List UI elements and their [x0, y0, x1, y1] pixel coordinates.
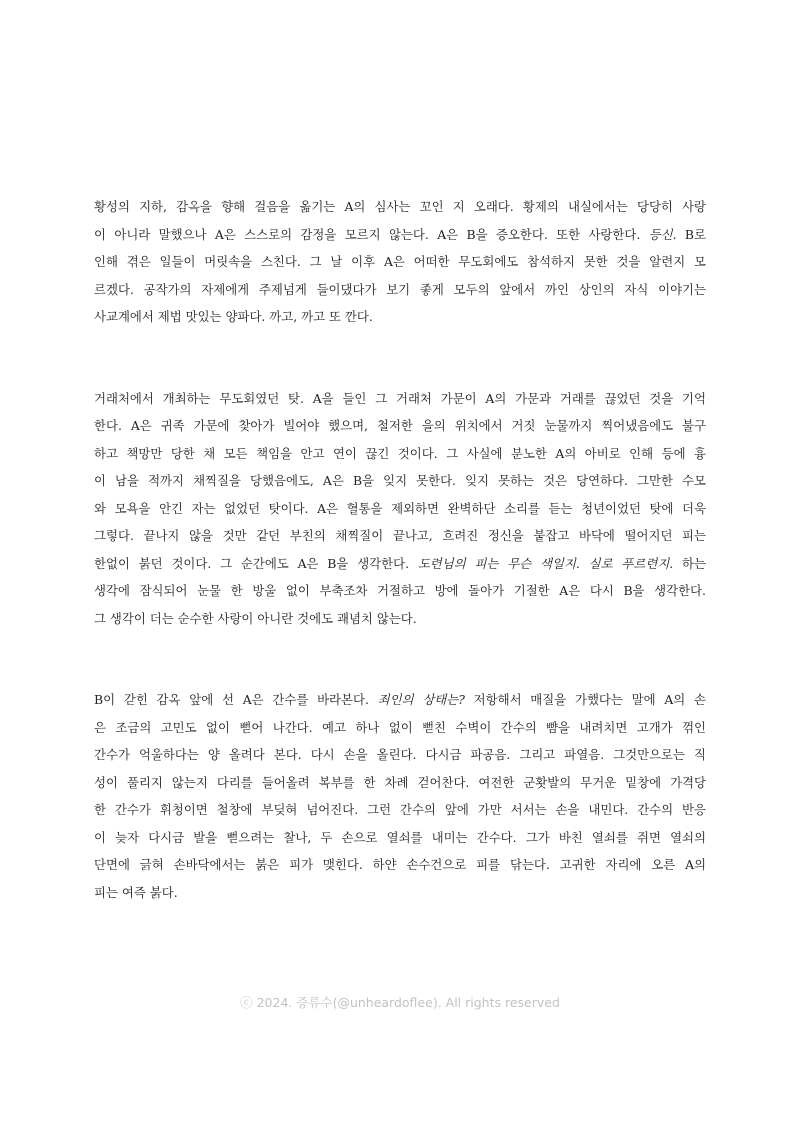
text-line: 거래처에서 개최하는 무도회였던 탓. A을 들인 그 거래처 가문이 A의 가문과 거래를 끊었던 것을 기억 — [94, 390, 706, 406]
text-line: 이 늦자 다시금 발을 뻗으려는 찰나, 두 손으로 열쇠를 내미는 간수다. 그가 바친 열쇠를 쥐면 열쇠의 — [94, 829, 706, 845]
text-line: 사교계에서 제법 맛있는 양파다. 까고, 까고 또 깐다. — [94, 309, 373, 324]
paragraph — [94, 385, 706, 633]
document-body — [94, 193, 706, 906]
text-line: 황성의 지하, 감옥을 향해 걸음을 옮기는 A의 심사는 꼬인 지 오래다. 황제의 내실에서는 당당히 사랑 — [94, 199, 706, 214]
paragraph — [94, 193, 706, 331]
text-line: 간수가 억울하다는 양 올려다 본다. 다시 손을 올린다. 다시금 파공음. 그리고 파열음. 그것만으로는 직 — [94, 747, 706, 762]
text-line: 와 모욕을 안긴 자는 없었던 탓이다. A은 혈통을 제외하면 완벽하단 소리를 듣는 청년이었던 탓에 더욱 — [94, 500, 706, 516]
text-line: 성이 풀리지 않는지 다리를 들어올려 복부를 한 차례 걷어찬다. 여전한 군홧발의 무거운 밑창에 가격당 — [94, 774, 706, 790]
text-line: 단면에 긁혀 손바닥에서는 붉은 피가 맺힌다. 하얀 손수건으로 피를 닦는다. 고귀한 자리에 오른 A의 — [94, 857, 706, 872]
text-line: 이 아니라 말했으나 A은 스스로의 감정을 모르지 않는다. A은 B을 증오한다. 또한 사랑한다. 등신. B로 — [94, 226, 706, 242]
text-line: 한다. A은 귀족 가문에 찾아가 빌어야 했으며, 철저한 을의 위치에서 거짓 눈물까지 찍어냈음에도 불구 — [94, 418, 706, 433]
text-line: 생각에 잠식되어 눈물 한 방울 없이 부축조차 거절하고 방에 돌아가 기절한 A은 다시 B을 생각한다. — [94, 583, 706, 598]
text-line: 이 남을 적까지 채찍질을 당했음에도, A은 B을 잊지 못한다. 잊지 못하는 것은 당연하다. 그만한 수모 — [94, 473, 706, 488]
copyright-footer: ⓒ 2024. 증류수(@unheardoflee). All rights reserved — [240, 995, 560, 1010]
text-line: 르겠다. 공작가의 자제에게 주제넘게 들이댔다가 보기 좋게 모두의 앞에서 까인 상인의 자식 이야기는 — [94, 281, 706, 297]
text-line: 인해 겪은 일들이 머릿속을 스친다. 그 날 이후 A은 어떠한 무도회에도 참석하지 못한 것을 알련지 모 — [94, 254, 706, 269]
text-line: 그렇다. 끝나지 않을 것만 같던 부친의 채찍질이 끝나고, 흐려진 정신을 붙잡고 바닥에 떨어지던 피는 — [94, 528, 706, 543]
text-line: B이 갇힌 감옥 앞에 선 A은 간수를 바라본다. 죄인의 상태는? 저항해서 매질을 가했다는 말에 A의 손 — [94, 692, 706, 707]
paragraph — [94, 686, 706, 906]
text-line: 은 조금의 고민도 없이 뻗어 나간다. 예고 하나 없이 뻗친 수벽이 간수의 뺨을 내려치면 고개가 꺾인 — [94, 719, 706, 735]
text-line: 피는 여즉 붉다. — [94, 884, 178, 900]
text-line: 한없이 붉던 것이다. 그 순간에도 A은 B을 생각한다. 도련님의 피는 무슨 색일지. 실로 푸르련지. 하는 — [94, 555, 706, 571]
text-line: 그 생각이 더는 순수한 사랑이 아니란 것에도 괘념치 않는다. — [94, 610, 417, 626]
text-line: 하고 책망만 당한 채 모든 책임을 안고 연이 끊긴 것이다. 그 사실에 분노한 A의 아비로 인해 등에 흉 — [94, 445, 706, 461]
text-line: 한 간수가 휘청이면 철창에 부딪혀 넘어진다. 그런 간수의 앞에 가만 서서는 손을 내민다. 간수의 반응 — [94, 802, 706, 817]
